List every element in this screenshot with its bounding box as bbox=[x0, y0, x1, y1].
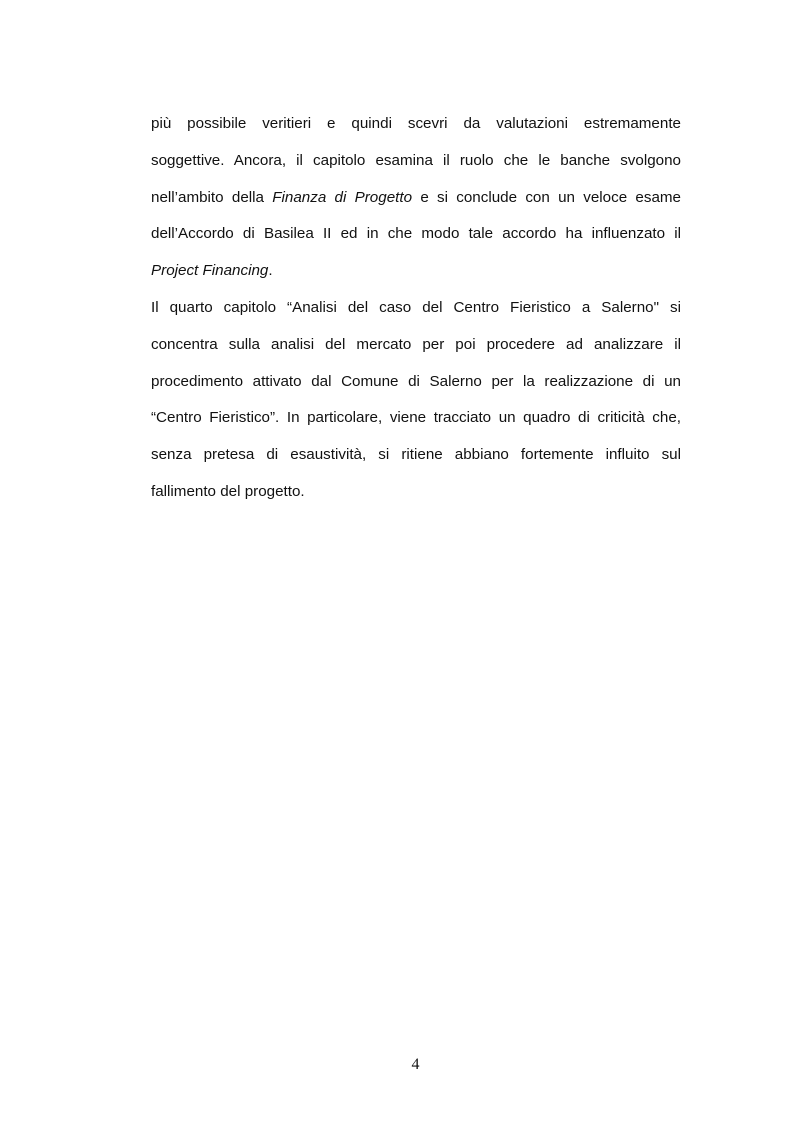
text-line bbox=[151, 437, 681, 474]
text-line bbox=[151, 400, 681, 437]
text-line bbox=[151, 106, 681, 143]
text-span: concentra sulla analisi del mercato per poi procedere ad analizzare il bbox=[151, 335, 681, 353]
page-number: 4 bbox=[411, 1056, 420, 1073]
text-span: senza pretesa di esaustività, si ritiene abbiano fortemente influito sul bbox=[151, 446, 681, 464]
text-span: soggettive. Ancora, il capitolo esamina il ruolo che le banche svolgono bbox=[151, 151, 681, 169]
text-span: “Centro Fieristico”. In particolare, viene tracciato un quadro di criticità che, bbox=[151, 409, 681, 427]
text-span: dell’Accordo di Basilea II ed in che modo tale accordo ha influenzato il bbox=[151, 225, 681, 243]
text-line bbox=[151, 180, 681, 217]
body-text bbox=[151, 106, 681, 511]
text-line bbox=[151, 253, 681, 290]
text-line bbox=[151, 216, 681, 253]
text-span: e si conclude con un veloce esame bbox=[412, 188, 681, 206]
italic-term: Finanza di Progetto bbox=[272, 188, 413, 206]
text-line bbox=[151, 143, 681, 180]
text-span: Il quarto capitolo “Analisi del caso del Centro Fieristico a Salerno" si bbox=[151, 298, 681, 316]
text-span: nell’ambito della bbox=[151, 188, 273, 206]
text-span: più possibile veritieri e quindi scevri da valutazioni estremamente bbox=[151, 115, 681, 132]
text-line bbox=[151, 327, 681, 364]
text-line bbox=[151, 474, 681, 511]
text-span: procedimento attivato dal Comune di Salerno per la realizzazione di un bbox=[151, 372, 681, 390]
text-span: . bbox=[268, 262, 273, 280]
italic-term: Project Financing bbox=[151, 262, 269, 280]
text-line bbox=[151, 364, 681, 401]
text-span: fallimento del progetto. bbox=[151, 482, 305, 500]
text-line bbox=[151, 290, 681, 327]
